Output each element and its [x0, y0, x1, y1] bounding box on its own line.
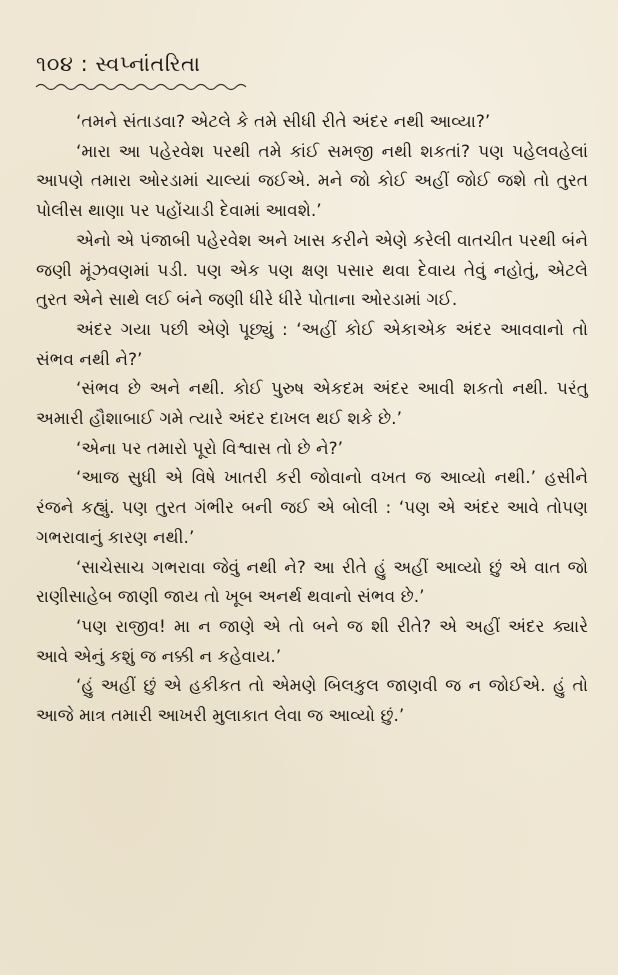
page-number: ૧૦૪ — [36, 52, 74, 76]
paragraph: ‘સંભવ છે અને નથી. કોઈ પુરુષ એકદમ અંદર આવી શકતો નથી. પરંતુ અમારી હૌશાબાઈ ગમે ત્યારે અંદર દાખલ થઈ શકે છે.’ — [36, 379, 588, 430]
page-header — [36, 52, 201, 77]
paragraph: ‘સાચેસાચ ગભરાવા જેવું નથી ને? આ રીતે હું અહીં આવ્યો છું એ વાત જો રાણીસાહેબ જાણી જાય તો ખૂબ અનર્થ થવાનો સંભવ છે.’ — [36, 557, 588, 608]
paragraph: ‘પણ રાજીવ! મા ન જાણે એ તો બને જ શી રીતે? એ અહીં અંદર ક્યારે આવે એનું કશું જ નક્કી ન કહેવાય.’ — [36, 616, 588, 667]
running-title: સ્વપ્નાંતરિતા — [95, 52, 201, 76]
paragraph: ‘તમને સંતાડવા? એટલે કે તમે સીધી રીતે અંદર નથી આવ્યા?’ — [76, 112, 491, 132]
paragraph: અંદર ગયા પછી એણે પૂછ્યું : ‘અહીં કોઈ એકાએક અંદર આવવાનો તો સંભવ નથી ને?’ — [36, 319, 588, 370]
paragraph: ‘એના પર તમારો પૂરો વિશ્વાસ તો છે ને?’ — [76, 438, 344, 459]
paragraph: એનો એ પંજાબી પહેરવેશ અને ખાસ કરીને એણે કરેલી વાતચીત પરથી બંને જણી મૂંઝવણમાં પડી. પણ એક પણ ક્ષણ પસાર થવા દેવાય તેવું નહોતું, એટલે તુરત એને સાથે લઈ બંને જણી ધીરે ધીરે પોતાના ઓરડામાં ગઈ. — [36, 230, 588, 311]
paragraph: ‘આજ સુધી એ વિષે ખાતરી કરી જોવાનો વખત જ આવ્યો નથી.’ હસીને રંજને કહ્યું. પણ તુરત ગંભીર બની જઈ એ બોલી : ‘પણ એ અંદર આવે તોપણ ગભરાવાનું કારણ નથી.’ — [36, 468, 588, 548]
body-text — [36, 108, 588, 732]
paragraph: ‘મારા આ પહેરવેશ પરથી તમે કાંઈ સમજી નથી શકતાં? પણ પહેલવહેલાં આપણે તમારા ઓરડામાં ચાલ્યાં જઈએ. મને જો કોઈ અહીં જોઈ જશે તો તુરત પોલીસ થાણા પર પહોંચાડી દેવામાં આવશે.’ — [36, 141, 588, 222]
header-separator: : — [80, 52, 89, 76]
paragraph: ‘હું અહીં છું એ હકીકત તો એમણે બિલકુલ જાણવી જ ન જોઈએ. હું તો આજે માત્ર તમારી આખરી મુલાકાત લેવા જ આવ્યો છું.’ — [36, 676, 588, 727]
wavy-underline — [36, 82, 246, 92]
